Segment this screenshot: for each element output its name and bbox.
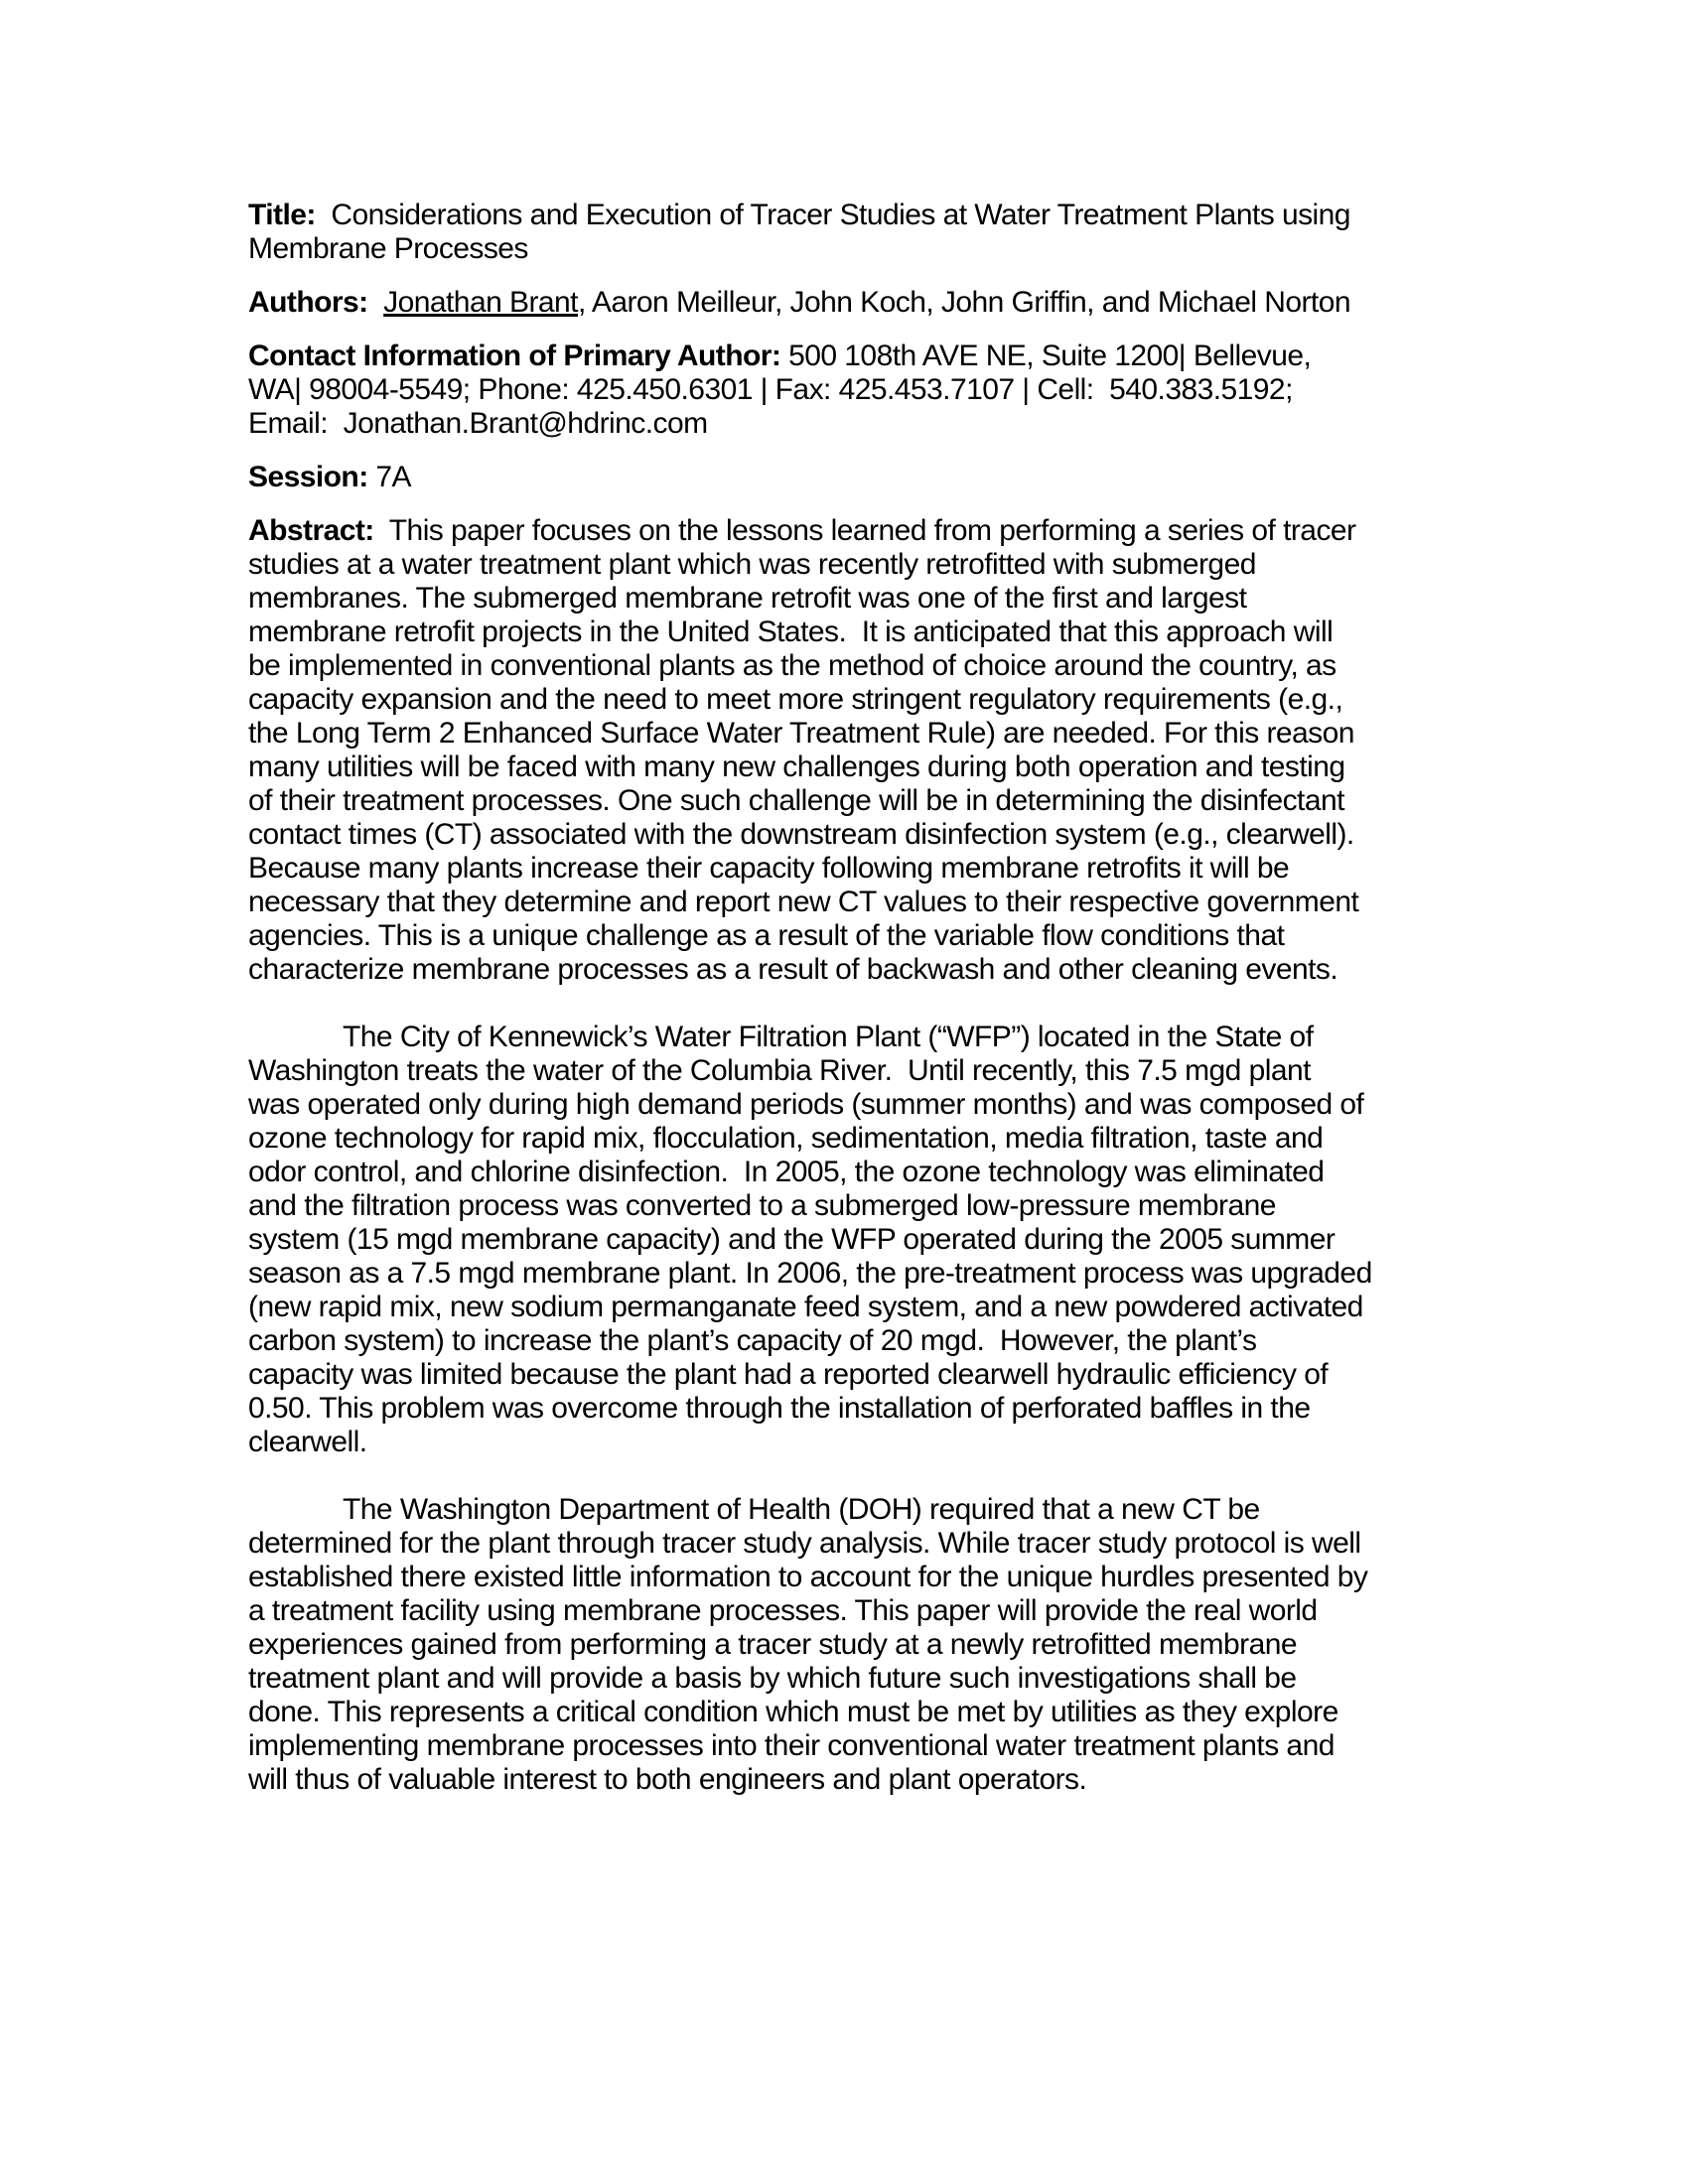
contact-email: Email: Jonathan.Brant@hdrinc.com [248, 407, 708, 440]
contact-label: Contact Information of Primary Author: [248, 340, 781, 372]
paragraph-line: season as a 7.5 mgd membrane plant. In 2006, the pre-treatment process was upgraded [248, 1257, 1372, 1290]
contact-block [248, 340, 1455, 441]
abstract-label: Abstract: [248, 514, 374, 547]
contact-line-1 [248, 340, 1455, 373]
abstract-line: Because many plants increase their capacity following membrane retrofits it will be [248, 852, 1290, 885]
body-paragraph-2 [248, 1021, 1455, 1459]
title-line-1 [248, 199, 1455, 232]
title-label: Title: [248, 199, 316, 231]
abstract-text: This paper focuses on the lessons learned from performing a series of tracer [373, 514, 1356, 547]
abstract-line: necessary that they determine and report new CT values to their respective government [248, 886, 1359, 918]
paragraph-line: odor control, and chlorine disinfection. In 2005, the ozone technology was eliminated [248, 1156, 1325, 1188]
paragraph-line: carbon system) to increase the plant’s capacity of 20 mgd. However, the plant’s [248, 1324, 1257, 1357]
paragraph-line: system (15 mgd membrane capacity) and the WFP operated during the 2005 summer [248, 1223, 1336, 1256]
paragraph-line: The Washington Department of Health (DOH) required that a new CT be [343, 1493, 1260, 1526]
abstract-line: membranes. The submerged membrane retrofit was one of the first and largest [248, 582, 1247, 614]
paragraph-line: will thus of valuable interest to both engineers and plant operators. [248, 1763, 1087, 1796]
abstract-line: be implemented in conventional plants as the method of choice around the country, as [248, 649, 1336, 682]
paragraph-line: 0.50. This problem was overcome through the installation of perforated baffles in the [248, 1392, 1311, 1425]
document-content [248, 199, 1455, 1797]
authors-line [248, 286, 1455, 320]
abstract-paragraph [248, 514, 1455, 987]
paragraph-line: ozone technology for rapid mix, flocculation, sedimentation, media filtration, taste and [248, 1122, 1324, 1155]
abstract-line: characterize membrane processes as a result of backwash and other cleaning events. [248, 953, 1338, 986]
session-line [248, 461, 1455, 494]
paragraph-line: clearwell. [248, 1426, 367, 1458]
primary-author-name: Jonathan Brant [383, 286, 578, 319]
paragraph-line: capacity was limited because the plant had a reported clearwell hydraulic efficiency of [248, 1358, 1329, 1391]
contact-line-2 [248, 373, 1455, 407]
session-value: 7A [367, 461, 412, 493]
authors-text: , Aaron Meilleur, John Koch, John Griffin, and Michael Norton [577, 286, 1350, 319]
paragraph-line: determined for the plant through tracer study analysis. While tracer study protocol is well [248, 1527, 1361, 1560]
session-block [248, 461, 1455, 494]
paragraph-line: implementing membrane processes into their conventional water treatment plants and [248, 1729, 1335, 1762]
paragraph-line: Washington treats the water of the Columbia River. Until recently, this 7.5 mgd plant [248, 1054, 1311, 1087]
contact-phone-fax-cell: WA| 98004-5549; Phone: 425.450.6301 | Fax: 425.453.7107 | Cell: 540.383.5192; [248, 373, 1293, 406]
contact-line-3 [248, 407, 1455, 441]
title-text: Considerations and Execution of Tracer Studies at Water Treatment Plants using [315, 199, 1350, 231]
authors-separator [368, 286, 384, 319]
title-text-continued: Membrane Processes [248, 232, 528, 265]
contact-address: 500 108th AVE NE, Suite 1200| Bellevue, [780, 340, 1312, 372]
paragraph-line: experiences gained from performing a tracer study at a newly retrofitted membrane [248, 1628, 1297, 1661]
abstract-line: studies at a water treatment plant which was recently retrofitted with submerged [248, 548, 1256, 581]
abstract-line: capacity expansion and the need to meet more stringent regulatory requirements (e.g., [248, 683, 1343, 716]
body-paragraph-3 [248, 1493, 1455, 1797]
abstract-line: the Long Term 2 Enhanced Surface Water Treatment Rule) are needed. For this reason [248, 717, 1354, 750]
title-line-2 [248, 232, 1455, 266]
paragraph-line: and the filtration process was converted to a submerged low-pressure membrane [248, 1189, 1276, 1222]
title-block [248, 199, 1455, 266]
paragraph-line: (new rapid mix, new sodium permanganate feed system, and a new powdered activated [248, 1291, 1363, 1323]
paragraph-line: done. This represents a critical condition which must be met by utilities as they explore [248, 1696, 1338, 1728]
abstract-line: membrane retrofit projects in the United States. It is anticipated that this approach will [248, 615, 1334, 648]
session-label: Session: [248, 461, 368, 493]
paragraph-line: a treatment facility using membrane processes. This paper will provide the real world [248, 1594, 1318, 1627]
abstract-line: contact times (CT) associated with the downstream disinfection system (e.g., clearwell). [248, 818, 1354, 851]
authors-label: Authors: [248, 286, 368, 319]
paragraph-line: The City of Kennewick’s Water Filtration Plant (“WFP”) located in the State of [343, 1021, 1314, 1053]
abstract-line: agencies. This is a unique challenge as a result of the variable flow conditions that [248, 919, 1285, 952]
abstract-line: of their treatment processes. One such challenge will be in determining the disinfectant [248, 784, 1344, 817]
paragraph-line: established there existed little information to account for the unique hurdles presented by [248, 1561, 1368, 1593]
paragraph-line: was operated only during high demand periods (summer months) and was composed of [248, 1088, 1364, 1121]
abstract-line: many utilities will be faced with many new challenges during both operation and testing [248, 751, 1345, 783]
authors-block [248, 286, 1455, 320]
paragraph-line: treatment plant and will provide a basis by which future such investigations shall be [248, 1662, 1297, 1695]
abstract-line [248, 514, 1455, 548]
